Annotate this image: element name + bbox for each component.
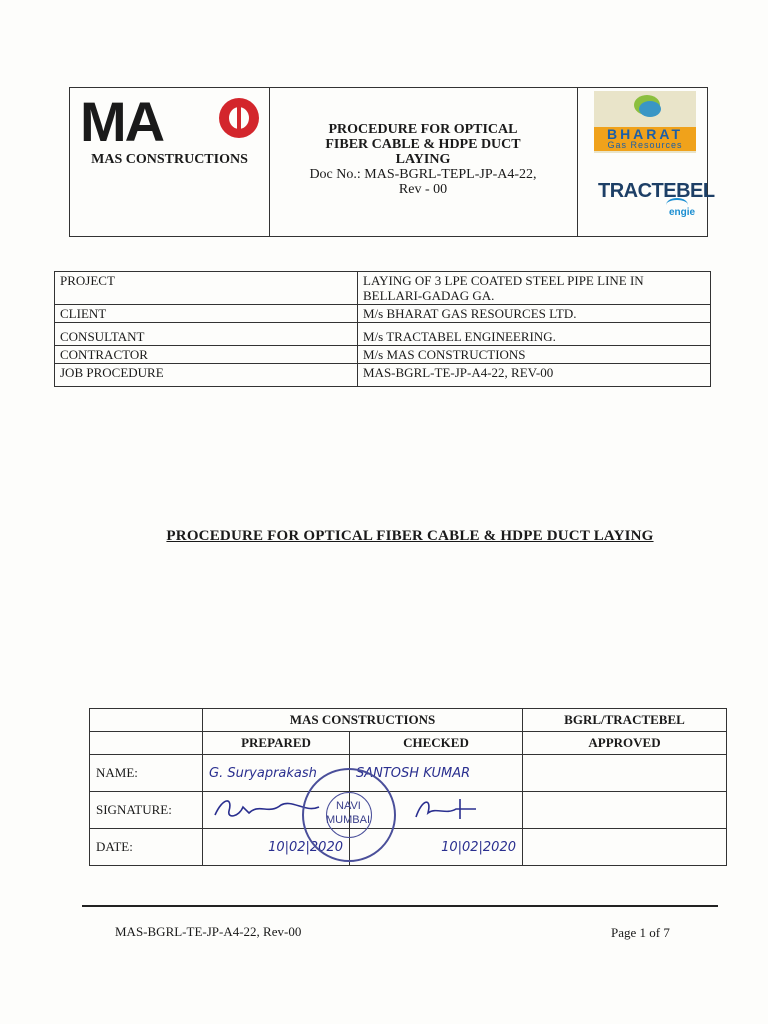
table-row [55, 272, 711, 305]
tractebel-logo: TRACTEBEL [598, 180, 715, 202]
info-label: CONSULTANT [55, 323, 358, 346]
signature-label: SIGNATURE: [90, 792, 203, 829]
table-row [55, 346, 711, 364]
project-info-table [54, 271, 711, 387]
table-row [55, 364, 711, 387]
approved-header: APPROVED [523, 732, 727, 755]
table-row [55, 305, 711, 323]
info-value: M/s MAS CONSTRUCTIONS [358, 346, 711, 364]
table-row [55, 323, 711, 346]
stamp-line2: MUMBAI [326, 814, 370, 826]
approval-table [89, 708, 727, 866]
footer-doc-ref: MAS-BGRL-TE-JP-A4-22, Rev-00 [115, 924, 302, 939]
table-row [90, 792, 727, 829]
table-row [90, 732, 727, 755]
name-label: NAME: [90, 755, 203, 792]
stamp-line1: NAVI [336, 800, 361, 812]
bharat-logo-sub: Gas Resources [607, 140, 683, 150]
doc-title-line3: LAYING [395, 152, 451, 167]
table-row [90, 755, 727, 792]
doc-number: Doc No.: MAS-BGRL-TEPL-JP-A4-22, [309, 167, 537, 182]
doc-title-line1: PROCEDURE FOR OPTICAL [328, 122, 518, 137]
prepared-header: PREPARED [203, 732, 350, 755]
company-logo-mark-icon [219, 98, 259, 138]
table-row [90, 829, 727, 866]
group-bgrl-header: BGRL/TRACTEBEL [523, 709, 727, 732]
group-mas-header: MAS CONSTRUCTIONS [203, 709, 523, 732]
date-label: DATE: [90, 829, 203, 866]
footer-divider [82, 905, 718, 907]
checked-date: 10|02|2020 [350, 829, 523, 866]
info-value: LAYING OF 3 LPE COATED STEEL PIPE LINE IN BELLARI-GADAG GA. [358, 272, 711, 305]
checked-header: CHECKED [350, 732, 523, 755]
checked-name: SANTOSH KUMAR [350, 755, 523, 792]
prepared-name: G. Suryaprakash [203, 755, 350, 792]
company-logo-cell [70, 88, 270, 236]
info-value: M/s BHARAT GAS RESOURCES LTD. [358, 305, 711, 323]
doc-revision: Rev - 00 [398, 182, 448, 197]
doc-title [269, 122, 577, 197]
bharat-gas-logo [594, 91, 696, 153]
info-label: JOB PROCEDURE [55, 364, 358, 387]
doc-title-cell [269, 88, 578, 236]
info-label: PROJECT [55, 272, 358, 305]
table-row [90, 709, 727, 732]
prepared-date: 10|02|2020 [203, 829, 350, 866]
page-title: PROCEDURE FOR OPTICAL FIBER CABLE & HDPE DUCT LAYING [166, 528, 654, 544]
info-label: CLIENT [55, 305, 358, 323]
page-number: Page 1 of 7 [611, 925, 670, 940]
document-header [69, 87, 715, 237]
company-name: MAS CONSTRUCTIONS [91, 152, 248, 167]
bharat-logo-word: BHARAT [606, 126, 684, 142]
info-value: M/s TRACTABEL ENGINEERING. [358, 323, 711, 346]
info-label: CONTRACTOR [55, 346, 358, 364]
partner-logos-cell [578, 88, 715, 236]
info-value: MAS-BGRL-TE-JP-A4-22, REV-00 [358, 364, 711, 387]
engie-logo: engie [669, 207, 696, 218]
doc-title-line2: FIBER CABLE & HDPE DUCT [325, 137, 521, 152]
company-logo-text: MA [80, 90, 164, 153]
